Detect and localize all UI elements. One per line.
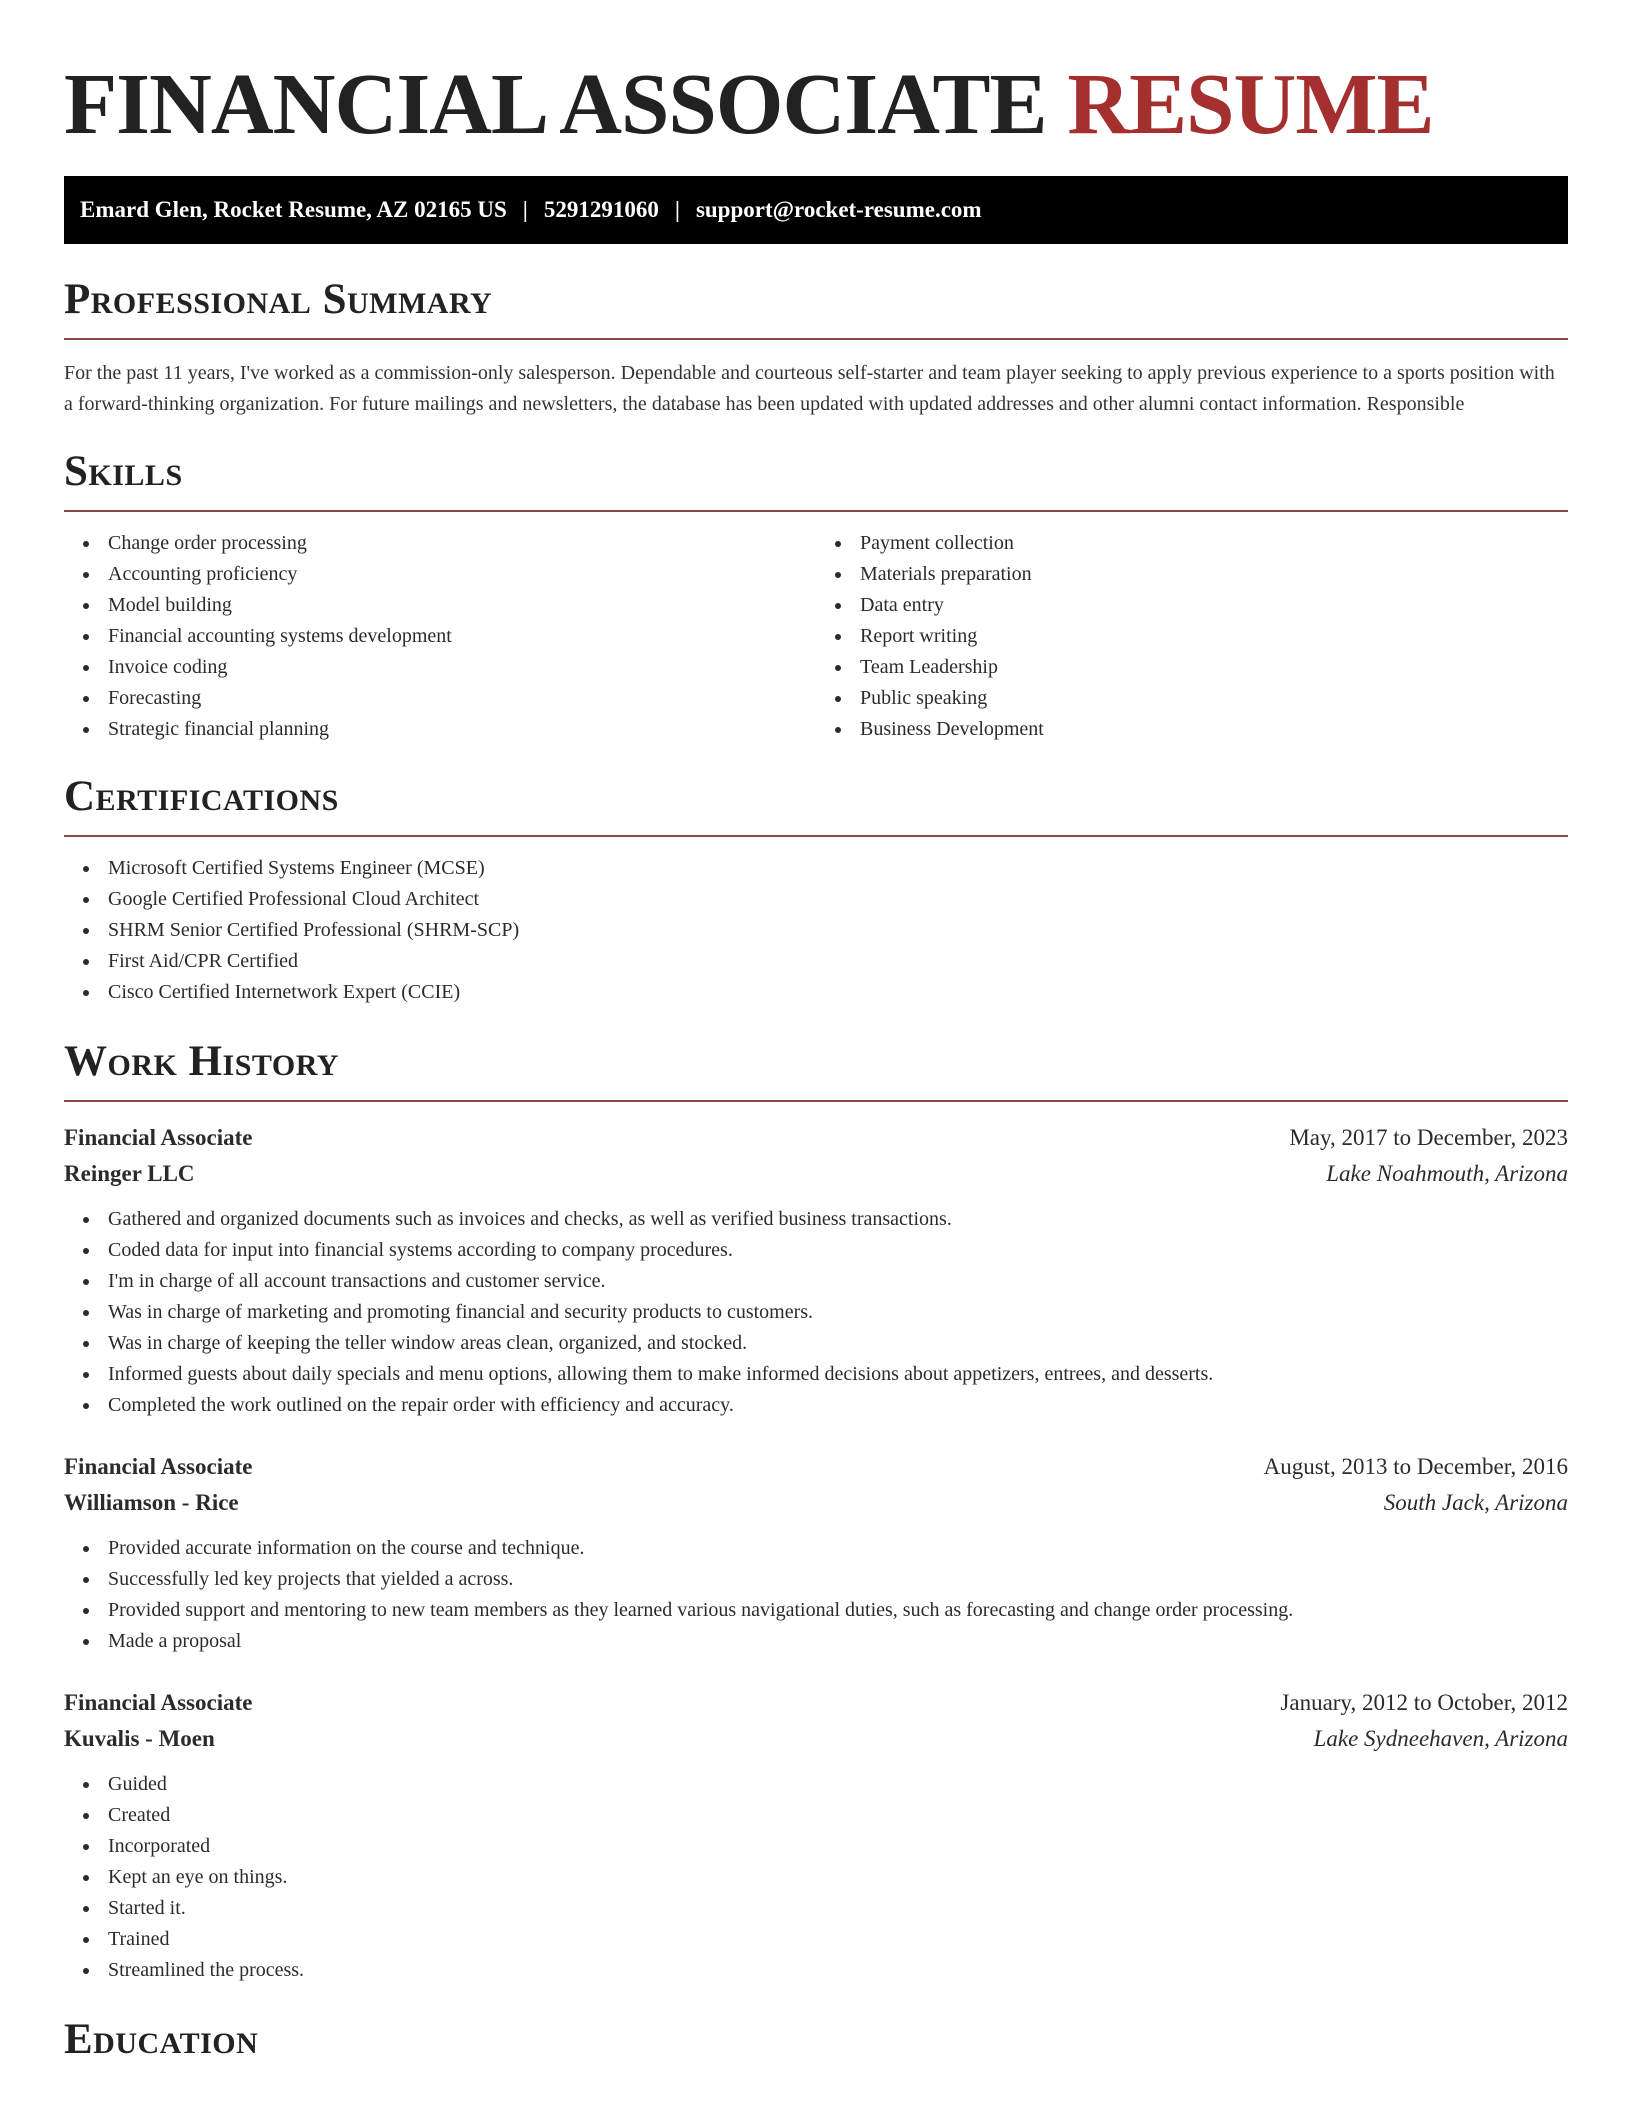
- skills-column-left: [64, 528, 816, 745]
- skill-item: Model building: [108, 590, 816, 621]
- job-company: Reinger LLC: [64, 1161, 195, 1186]
- contact-bar: [64, 176, 1568, 244]
- skills-column-right: [816, 528, 1568, 745]
- summary-text: For the past 11 years, I've worked as a commission-only salesperson. Dependable and courteous self-starter and team player seeking to apply previous experience to a sports position with a forward-thinking organization. For future mailings and newsletters, the database has been updated with updated addresses and other alumni contact information. Responsible: [64, 362, 1555, 415]
- job-dates: May, 2017 to December, 2023: [1289, 1125, 1568, 1150]
- certifications-list: [64, 853, 1568, 1008]
- skill-item: Accounting proficiency: [108, 559, 816, 590]
- contact-address: Emard Glen, Rocket Resume, AZ 02165 US: [80, 197, 507, 222]
- section-divider: [64, 835, 1568, 837]
- job-duty: Kept an eye on things.: [108, 1862, 1568, 1893]
- job-duties-list: [64, 1204, 1568, 1421]
- skill-item: Materials preparation: [860, 559, 1568, 590]
- job-duty: Was in charge of marketing and promoting financial and security products to customers.: [108, 1297, 1568, 1328]
- skill-item: Public speaking: [860, 683, 1568, 714]
- section-heading-certifications: Certifications: [64, 773, 339, 820]
- job-duty: Gathered and organized documents such as invoices and checks, as well as verified business transactions.: [108, 1204, 1568, 1235]
- job-duty: Provided accurate information on the course and technique.: [108, 1533, 1568, 1564]
- job-duty: I'm in charge of all account transactions and customer service.: [108, 1266, 1568, 1297]
- section-heading-skills: Skills: [64, 448, 183, 495]
- skill-item: Data entry: [860, 590, 1568, 621]
- job-duty: Coded data for input into financial systems according to company procedures.: [108, 1235, 1568, 1266]
- contact-phone: 5291291060: [543, 197, 659, 222]
- certification-item: SHRM Senior Certified Professional (SHRM-SCP): [108, 915, 1568, 946]
- job-title: Financial Associate: [64, 1454, 253, 1479]
- contact-email[interactable]: support@rocket-resume.com: [695, 197, 982, 222]
- job-duty: Completed the work outlined on the repair order with efficiency and accuracy.: [108, 1390, 1568, 1421]
- job-location: Lake Sydneehaven, Arizona: [1313, 1726, 1568, 1751]
- job-location: Lake Noahmouth, Arizona: [1326, 1161, 1568, 1186]
- work-history-section: [64, 1036, 1568, 1986]
- job-title: Financial Associate: [64, 1125, 253, 1150]
- summary-section: [64, 274, 1568, 420]
- skill-item: Financial accounting systems development: [108, 621, 816, 652]
- certification-item: Google Certified Professional Cloud Architect: [108, 884, 1568, 915]
- section-divider: [64, 1100, 1568, 1102]
- section-divider: [64, 338, 1568, 340]
- job-duty: Created: [108, 1800, 1568, 1831]
- job-duty: Started it.: [108, 1893, 1568, 1924]
- job-dates: January, 2012 to October, 2012: [1280, 1690, 1568, 1715]
- skills-grid: [64, 528, 1568, 745]
- contact-separator: |: [674, 197, 680, 222]
- job-header-row: [64, 1120, 1568, 1156]
- job-duties-list: [64, 1769, 1568, 1986]
- title-main: FINANCIAL ASSOCIATE: [64, 55, 1047, 152]
- job-company-row: [64, 1721, 1568, 1757]
- skill-item: Forecasting: [108, 683, 816, 714]
- skill-item: Invoice coding: [108, 652, 816, 683]
- resume-title: [64, 0, 1568, 152]
- job-entry: [64, 1685, 1568, 1986]
- job-entry: [64, 1120, 1568, 1421]
- section-heading-summary: Professional Summary: [64, 276, 493, 323]
- skill-item: Change order processing: [108, 528, 816, 559]
- job-company-row: [64, 1156, 1568, 1192]
- skill-item: Report writing: [860, 621, 1568, 652]
- job-duty: Made a proposal: [108, 1626, 1568, 1657]
- job-duty: Successfully led key projects that yielded a across.: [108, 1564, 1568, 1595]
- job-duty: Informed guests about daily specials and menu options, allowing them to make informed decisions about appetizers, entrees, and desserts.: [108, 1359, 1568, 1390]
- education-section: [64, 2014, 1568, 2066]
- skill-item: Team Leadership: [860, 652, 1568, 683]
- certification-item: Cisco Certified Internetwork Expert (CCIE): [108, 977, 1568, 1008]
- skill-item: Business Development: [860, 714, 1568, 745]
- section-divider: [64, 510, 1568, 512]
- job-dates: August, 2013 to December, 2016: [1263, 1454, 1568, 1479]
- job-header-row: [64, 1449, 1568, 1485]
- job-duty: Was in charge of keeping the teller window areas clean, organized, and stocked.: [108, 1328, 1568, 1359]
- job-company: Kuvalis - Moen: [64, 1726, 215, 1751]
- job-company: Williamson - Rice: [64, 1490, 239, 1515]
- job-duty: Streamlined the process.: [108, 1955, 1568, 1986]
- job-duty: Provided support and mentoring to new team members as they learned various navigational duties, such as forecasting and change order processing.: [108, 1595, 1568, 1626]
- job-duty: Incorporated: [108, 1831, 1568, 1862]
- job-location: South Jack, Arizona: [1383, 1490, 1568, 1515]
- certifications-section: [64, 771, 1568, 1008]
- job-header-row: [64, 1685, 1568, 1721]
- skill-item: Payment collection: [860, 528, 1568, 559]
- title-accent: RESUME: [1067, 55, 1434, 152]
- certification-item: Microsoft Certified Systems Engineer (MCSE): [108, 853, 1568, 884]
- contact-separator: |: [522, 197, 528, 222]
- section-heading-education: Education: [64, 2016, 259, 2063]
- job-duty: Trained: [108, 1924, 1568, 1955]
- skills-section: [64, 446, 1568, 745]
- job-company-row: [64, 1485, 1568, 1521]
- certification-item: First Aid/CPR Certified: [108, 946, 1568, 977]
- job-duties-list: [64, 1533, 1568, 1657]
- section-heading-work-history: Work History: [64, 1038, 339, 1085]
- skill-item: Strategic financial planning: [108, 714, 816, 745]
- job-duty: Guided: [108, 1769, 1568, 1800]
- job-title: Financial Associate: [64, 1690, 253, 1715]
- job-entry: [64, 1449, 1568, 1657]
